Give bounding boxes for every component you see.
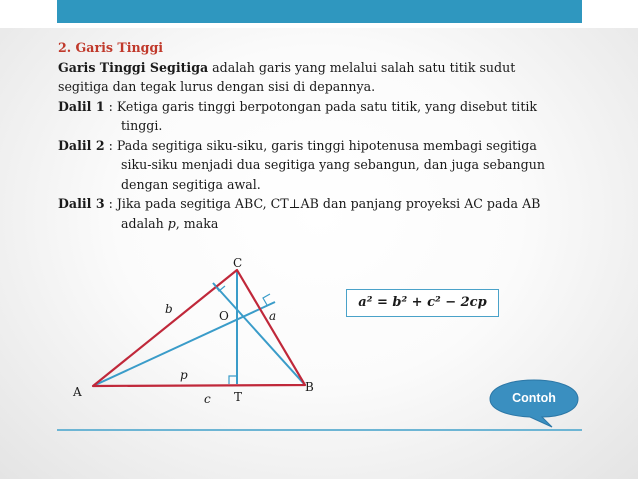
dalil-3-tail: , maka: [175, 215, 219, 231]
right-angle-marker-bc: [263, 294, 270, 305]
formula-box: a² = b² + c² − 2cp: [346, 289, 499, 317]
dalil-1-label: Dalil 1: [58, 98, 105, 114]
contoh-button-label: Contoh: [512, 391, 556, 405]
footer-divider: [57, 429, 582, 431]
dalil-2-line-2: siku-siku menjadi dua segitiga yang sebangun, dan juga sebangun: [121, 157, 545, 172]
dalil-3-line-1: : Jika pada segitiga ABC, CT⊥AB dan panjang proyeksi AC pada AB: [104, 196, 541, 211]
label-orthocenter-o: O: [219, 309, 229, 323]
dalil-1-line-1: : Ketiga garis tinggi berpotongan pada satu titik, yang disebut titik: [104, 98, 538, 114]
dalil-3-label: Dalil 3: [58, 196, 105, 211]
section-heading: 2. Garis Tinggi: [58, 40, 164, 55]
definition-line-2: segitiga dan tegak lurus dengan sisi di depannya.: [58, 79, 376, 94]
label-vertex-a: A: [73, 385, 82, 399]
dalil-1-line-2: tinggi.: [121, 118, 163, 133]
label-projection-p: p: [180, 368, 188, 382]
dalil-2-label: Dalil 2: [58, 137, 105, 153]
label-vertex-c: C: [233, 256, 243, 270]
label-side-c: c: [204, 392, 211, 406]
dalil-3-line-2: adalah: [121, 215, 168, 231]
label-vertex-b: B: [305, 380, 314, 394]
definition-term: Garis Tinggi Segitiga: [58, 59, 209, 75]
label-side-a: a: [269, 309, 277, 323]
dalil-2-line-3: dengan segitiga awal.: [121, 176, 261, 192]
label-foot-t: T: [234, 390, 243, 404]
contoh-button[interactable]: [486, 377, 582, 423]
altitude-from-b: [213, 283, 305, 385]
dalil-3-var-p: p: [167, 215, 176, 231]
dalil-2-line-1: : Pada segitiga siku-siku, garis tinggi hipotenusa membagi segitiga: [104, 137, 537, 153]
definition-text-1: adalah garis yang melalui salah satu titik sudut: [208, 59, 516, 75]
triangle-abc: [93, 270, 305, 386]
right-angle-marker-t: [229, 376, 237, 384]
label-side-b: b: [165, 302, 173, 316]
